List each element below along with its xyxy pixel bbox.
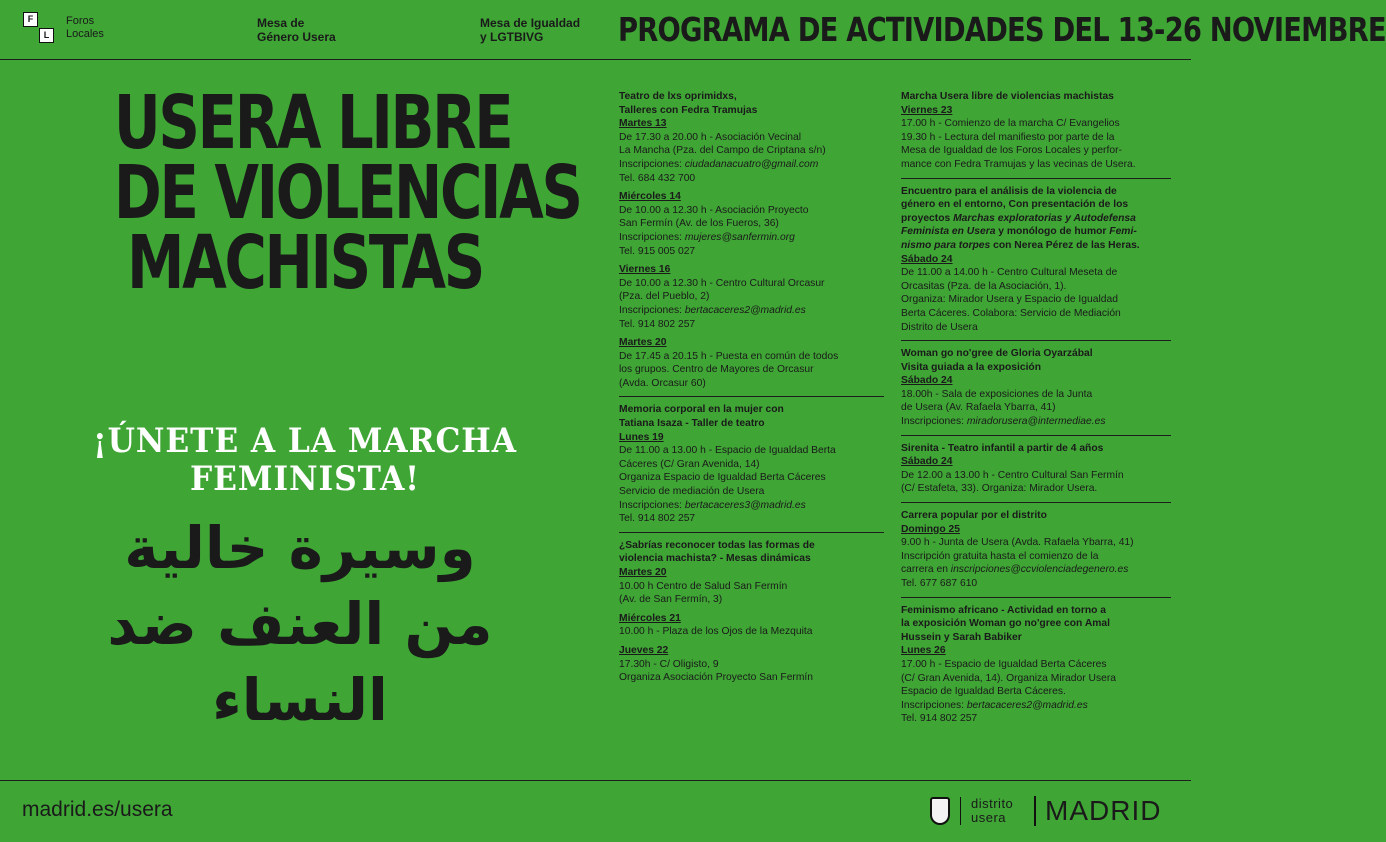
event-title <box>901 225 1171 239</box>
event-line: De 12.00 a 13.00 h - Centro Cultural San Fermín <box>901 469 1124 481</box>
event-title <box>901 239 1171 253</box>
event-day: Miércoles 14 <box>619 191 681 203</box>
event-encuentro <box>901 178 1171 341</box>
event-line: 10.00 h - Plaza de los Ojos de la Mezquita <box>619 626 813 638</box>
event-line: Mesa de Igualdad de los Foros Locales y perfor- <box>901 145 1122 157</box>
event-phone: Tel. 677 687 610 <box>901 578 978 589</box>
event-title: la exposición Woman go no'gree con Amal <box>901 618 1110 630</box>
event-day: Sábado 24 <box>901 375 953 387</box>
logo-letter-f: F <box>23 12 38 27</box>
event-title-part: proyectos <box>901 212 954 224</box>
event-line: La Mancha (Pza. del Campo de Criptana s/n) <box>619 145 826 157</box>
event-day: Lunes 26 <box>901 645 946 657</box>
event-feminismo-africano <box>901 597 1171 732</box>
event-line: Servicio de mediación de Usera <box>619 486 765 498</box>
event-line: De 10.00 a 12.30 h - Asociación Proyecto <box>619 204 809 216</box>
mesa-igualdad <box>480 16 580 44</box>
event-title: ¿Sabrías reconocer todas las formas de <box>619 539 815 551</box>
event-woman-go-nogree <box>901 340 1171 435</box>
event-title: violencia machista? - Mesas dinámicas <box>619 553 811 565</box>
event-line: Cáceres (C/ Gran Avenida, 14) <box>619 458 760 470</box>
arabic-line-3: ﺍﻟﻨﺴﺎﺀ <box>212 666 388 734</box>
event-day: Miércoles 21 <box>619 612 681 624</box>
email-link[interactable]: inscripciones@ccviolenciadegenero.es <box>950 564 1129 576</box>
arabic-line-2: ﻣﻦ ﺍﻟﻌﻨﻒ ﺿﺪ <box>107 590 493 658</box>
mesa-genero-line-1: Mesa de <box>257 16 305 30</box>
event-line: Berta Cáceres. Colabora: Servicio de Mediación <box>901 307 1121 319</box>
email-link[interactable]: miradorusera@intermediae.es <box>966 416 1106 428</box>
event-title-em: Marchas exploratorias y Autodefensa <box>953 212 1136 224</box>
event-day: Martes 13 <box>619 118 667 130</box>
event-day: Martes 20 <box>619 567 667 578</box>
event-day: Jueves 22 <box>619 644 669 656</box>
event-day: Domingo 25 <box>901 523 960 535</box>
event-inscripciones <box>619 158 884 172</box>
main-title-line-3: MACHISTAS <box>127 220 483 306</box>
email-link[interactable]: bertacaceres2@madrid.es <box>684 304 806 316</box>
event-inscripciones <box>619 304 884 318</box>
mesa-igualdad-line-1: Mesa de Igualdad <box>480 16 581 30</box>
inscripciones-label: Inscripciones: <box>619 304 685 316</box>
distrito-usera <box>971 797 1013 825</box>
event-line: 19.30 h - Lectura del manifiesto por parte de la <box>901 131 1115 143</box>
event-title: Sirenita - Teatro infantil a partir de 4 años <box>901 442 1104 454</box>
event-line: Distrito de Usera <box>901 321 978 333</box>
event-line: (Avda. Orcasur 60) <box>619 377 706 389</box>
event-sirenita <box>901 435 1171 502</box>
slogan-line-1: ¡ÚNETE A LA MARCHA <box>93 421 517 461</box>
programa-title: PROGRAMA DE ACTIVIDADES DEL 13-26 NOVIEMBRE <box>618 10 1386 49</box>
email-link[interactable]: ciudadanacuatro@gmail.com <box>684 158 819 170</box>
event-title: Carrera popular por el distrito <box>901 510 1047 522</box>
event-line: De 10.00 a 12.30 h - Centro Cultural Orcasur <box>619 277 825 289</box>
inscripciones-label: Inscripciones: <box>901 416 967 428</box>
event-title-em: nismo para torpes <box>901 239 991 251</box>
footer-separator <box>960 797 961 825</box>
event-line: de Usera (Av. Rafaela Ybarra, 41) <box>901 402 1056 414</box>
event-title: Woman go no'gree de Gloria Oyarzábal <box>901 348 1093 360</box>
email-link[interactable]: bertacaceres3@madrid.es <box>684 499 806 511</box>
event-phone: Tel. 684 432 700 <box>619 172 696 184</box>
event-title-em: Feminista en Usera <box>901 226 996 238</box>
event-memoria-corporal <box>619 396 884 531</box>
event-inscripciones <box>901 699 1171 713</box>
event-line: 17.00 h - Comienzo de la marcha C/ Evangelios <box>901 118 1120 130</box>
arabic-title <box>30 510 570 738</box>
event-title <box>901 212 1171 226</box>
main-title-line-2: DE VIOLENCIAS <box>113 150 581 236</box>
website-link[interactable]: madrid.es/usera <box>22 798 173 821</box>
event-line: De 11.00 a 13.00 h - Espacio de Igualdad Berta <box>619 445 836 457</box>
event-title-part: y monólogo de humor <box>995 226 1110 238</box>
main-title-line-1: USERA LIBRE <box>113 80 512 166</box>
logo-letter-l: L <box>39 28 54 43</box>
inscripciones-label: Inscripciones: <box>619 158 685 170</box>
event-title: Teatro de lxs oprimidxs, <box>619 91 737 102</box>
event-line: De 17.45 a 20.15 h - Puesta en común de todos <box>619 350 839 362</box>
foros-locales-logo <box>23 12 55 44</box>
event-line: 17.00 h - Espacio de Igualdad Berta Cáceres <box>901 658 1107 670</box>
event-line: los grupos. Centro de Mayores de Orcasur <box>619 364 814 376</box>
program-column-2 <box>901 90 1171 732</box>
event-inscripciones <box>619 499 884 513</box>
event-title: Tatiana Isaza - Taller de teatro <box>619 418 765 430</box>
distrito-label: distrito <box>971 796 1014 811</box>
footer-divider <box>0 780 1191 781</box>
event-day: Lunes 19 <box>619 431 664 443</box>
event-day: Viernes 16 <box>619 264 671 276</box>
inscripciones-label: Inscripciones: <box>901 699 967 711</box>
event-line: Orcasitas (Pza. de la Asociación, 1). <box>901 280 1067 292</box>
event-line: Espacio de Igualdad Berta Cáceres. <box>901 686 1066 698</box>
event-mesas-dinamicas <box>619 532 884 691</box>
event-title: Visita guiada a la exposición <box>901 361 1042 373</box>
event-line: Inscripción gratuita hasta el comienzo de la <box>901 550 1099 562</box>
event-phone: Tel. 914 802 257 <box>901 713 978 725</box>
event-line: Organiza Asociación Proyecto San Fermín <box>619 672 814 684</box>
arabic-line-1: ﻭﺳﻴﺮﺓ ﺧﺎﻟﻴﺔ <box>124 514 476 582</box>
event-teatro-oprimidxs <box>619 90 884 396</box>
event-inscripciones <box>901 415 1171 429</box>
event-line: De 17.30 a 20.00 h - Asociación Vecinal <box>619 131 802 143</box>
mesa-igualdad-line-2: y LGTBIVG <box>480 30 544 44</box>
event-line: 17.30h - C/ Oligisto, 9 <box>619 658 719 670</box>
event-inscripciones <box>619 231 884 245</box>
footer-separator <box>1034 796 1036 826</box>
event-line: Organiza: Mirador Usera y Espacio de Igualdad <box>901 294 1118 306</box>
logo-text-line-2: Locales <box>66 28 104 40</box>
event-line: (C/ Gran Avenida, 14). Organiza Mirador Usera <box>901 672 1116 684</box>
email-link[interactable]: bertacaceres2@madrid.es <box>966 699 1088 711</box>
event-title: Feminismo africano - Actividad en torno a <box>901 604 1107 616</box>
event-line: 9.00 h - Junta de Usera (Avda. Rafaela Ybarra, 41) <box>901 537 1134 549</box>
event-phone: Tel. 914 802 257 <box>619 513 696 525</box>
madrid-shield-icon <box>930 797 950 825</box>
email-link[interactable]: mujeres@sanfermin.org <box>684 231 795 243</box>
event-title: Hussein y Sarah Babiker <box>901 631 1022 643</box>
mesa-genero-usera <box>257 16 336 44</box>
usera-label: usera <box>971 810 1007 825</box>
slogan <box>80 422 531 498</box>
event-line: San Fermín (Av. de los Fueros, 36) <box>619 218 779 230</box>
madrid-logo-text: MADRID <box>1045 795 1162 826</box>
event-day: Viernes 23 <box>901 104 953 116</box>
event-day: Sábado 24 <box>901 253 953 265</box>
inscripciones-label: Inscripciones: <box>619 231 685 243</box>
header-divider <box>0 59 1191 60</box>
event-line: mance con Fedra Tramujas y las vecinas de Usera. <box>901 158 1136 170</box>
event-title-part: con Nerea Pérez de las Heras. <box>990 239 1140 251</box>
inscripciones-label: Inscripciones: <box>619 499 685 511</box>
event-line: 10.00 h Centro de Salud San Fermín <box>619 580 788 592</box>
event-marcha <box>901 90 1171 178</box>
program-column-1 <box>619 90 884 691</box>
event-title: Memoria corporal en la mujer con <box>619 404 784 416</box>
event-phone: Tel. 915 005 027 <box>619 245 696 257</box>
main-title <box>113 80 581 306</box>
event-line: (Av. de San Fermín, 3) <box>619 594 723 606</box>
event-phone: Tel. 914 802 257 <box>619 318 696 330</box>
event-title: Talleres con Fedra Tramujas <box>619 104 758 116</box>
slogan-line-2: FEMINISTA! <box>190 459 420 499</box>
event-title: género en el entorno, Con presentación de los <box>901 199 1129 211</box>
event-inscripciones <box>901 563 1171 577</box>
event-line: (C/ Estafeta, 33). Organiza: Mirador Usera. <box>901 483 1098 495</box>
event-line: Organiza Espacio de Igualdad Berta Cáceres <box>619 472 826 484</box>
logo-text-line-1: Foros <box>66 15 95 27</box>
mesa-genero-line-2: Género Usera <box>257 30 336 44</box>
event-day: Sábado 24 <box>901 456 953 468</box>
event-line: 18.00h - Sala de exposiciones de la Junta <box>901 388 1093 400</box>
event-title: Marcha Usera libre de violencias machistas <box>901 91 1114 102</box>
event-line: De 11.00 a 14.00 h - Centro Cultural Meseta de <box>901 267 1118 279</box>
inscripciones-label: carrera en <box>901 564 951 576</box>
event-title: Encuentro para el análisis de la violencia de <box>901 185 1117 197</box>
event-line: (Pza. del Pueblo, 2) <box>619 291 710 303</box>
foros-locales-text <box>66 15 104 41</box>
event-day: Martes 20 <box>619 337 667 349</box>
event-carrera <box>901 502 1171 597</box>
event-title-em: Femi- <box>1109 226 1137 238</box>
